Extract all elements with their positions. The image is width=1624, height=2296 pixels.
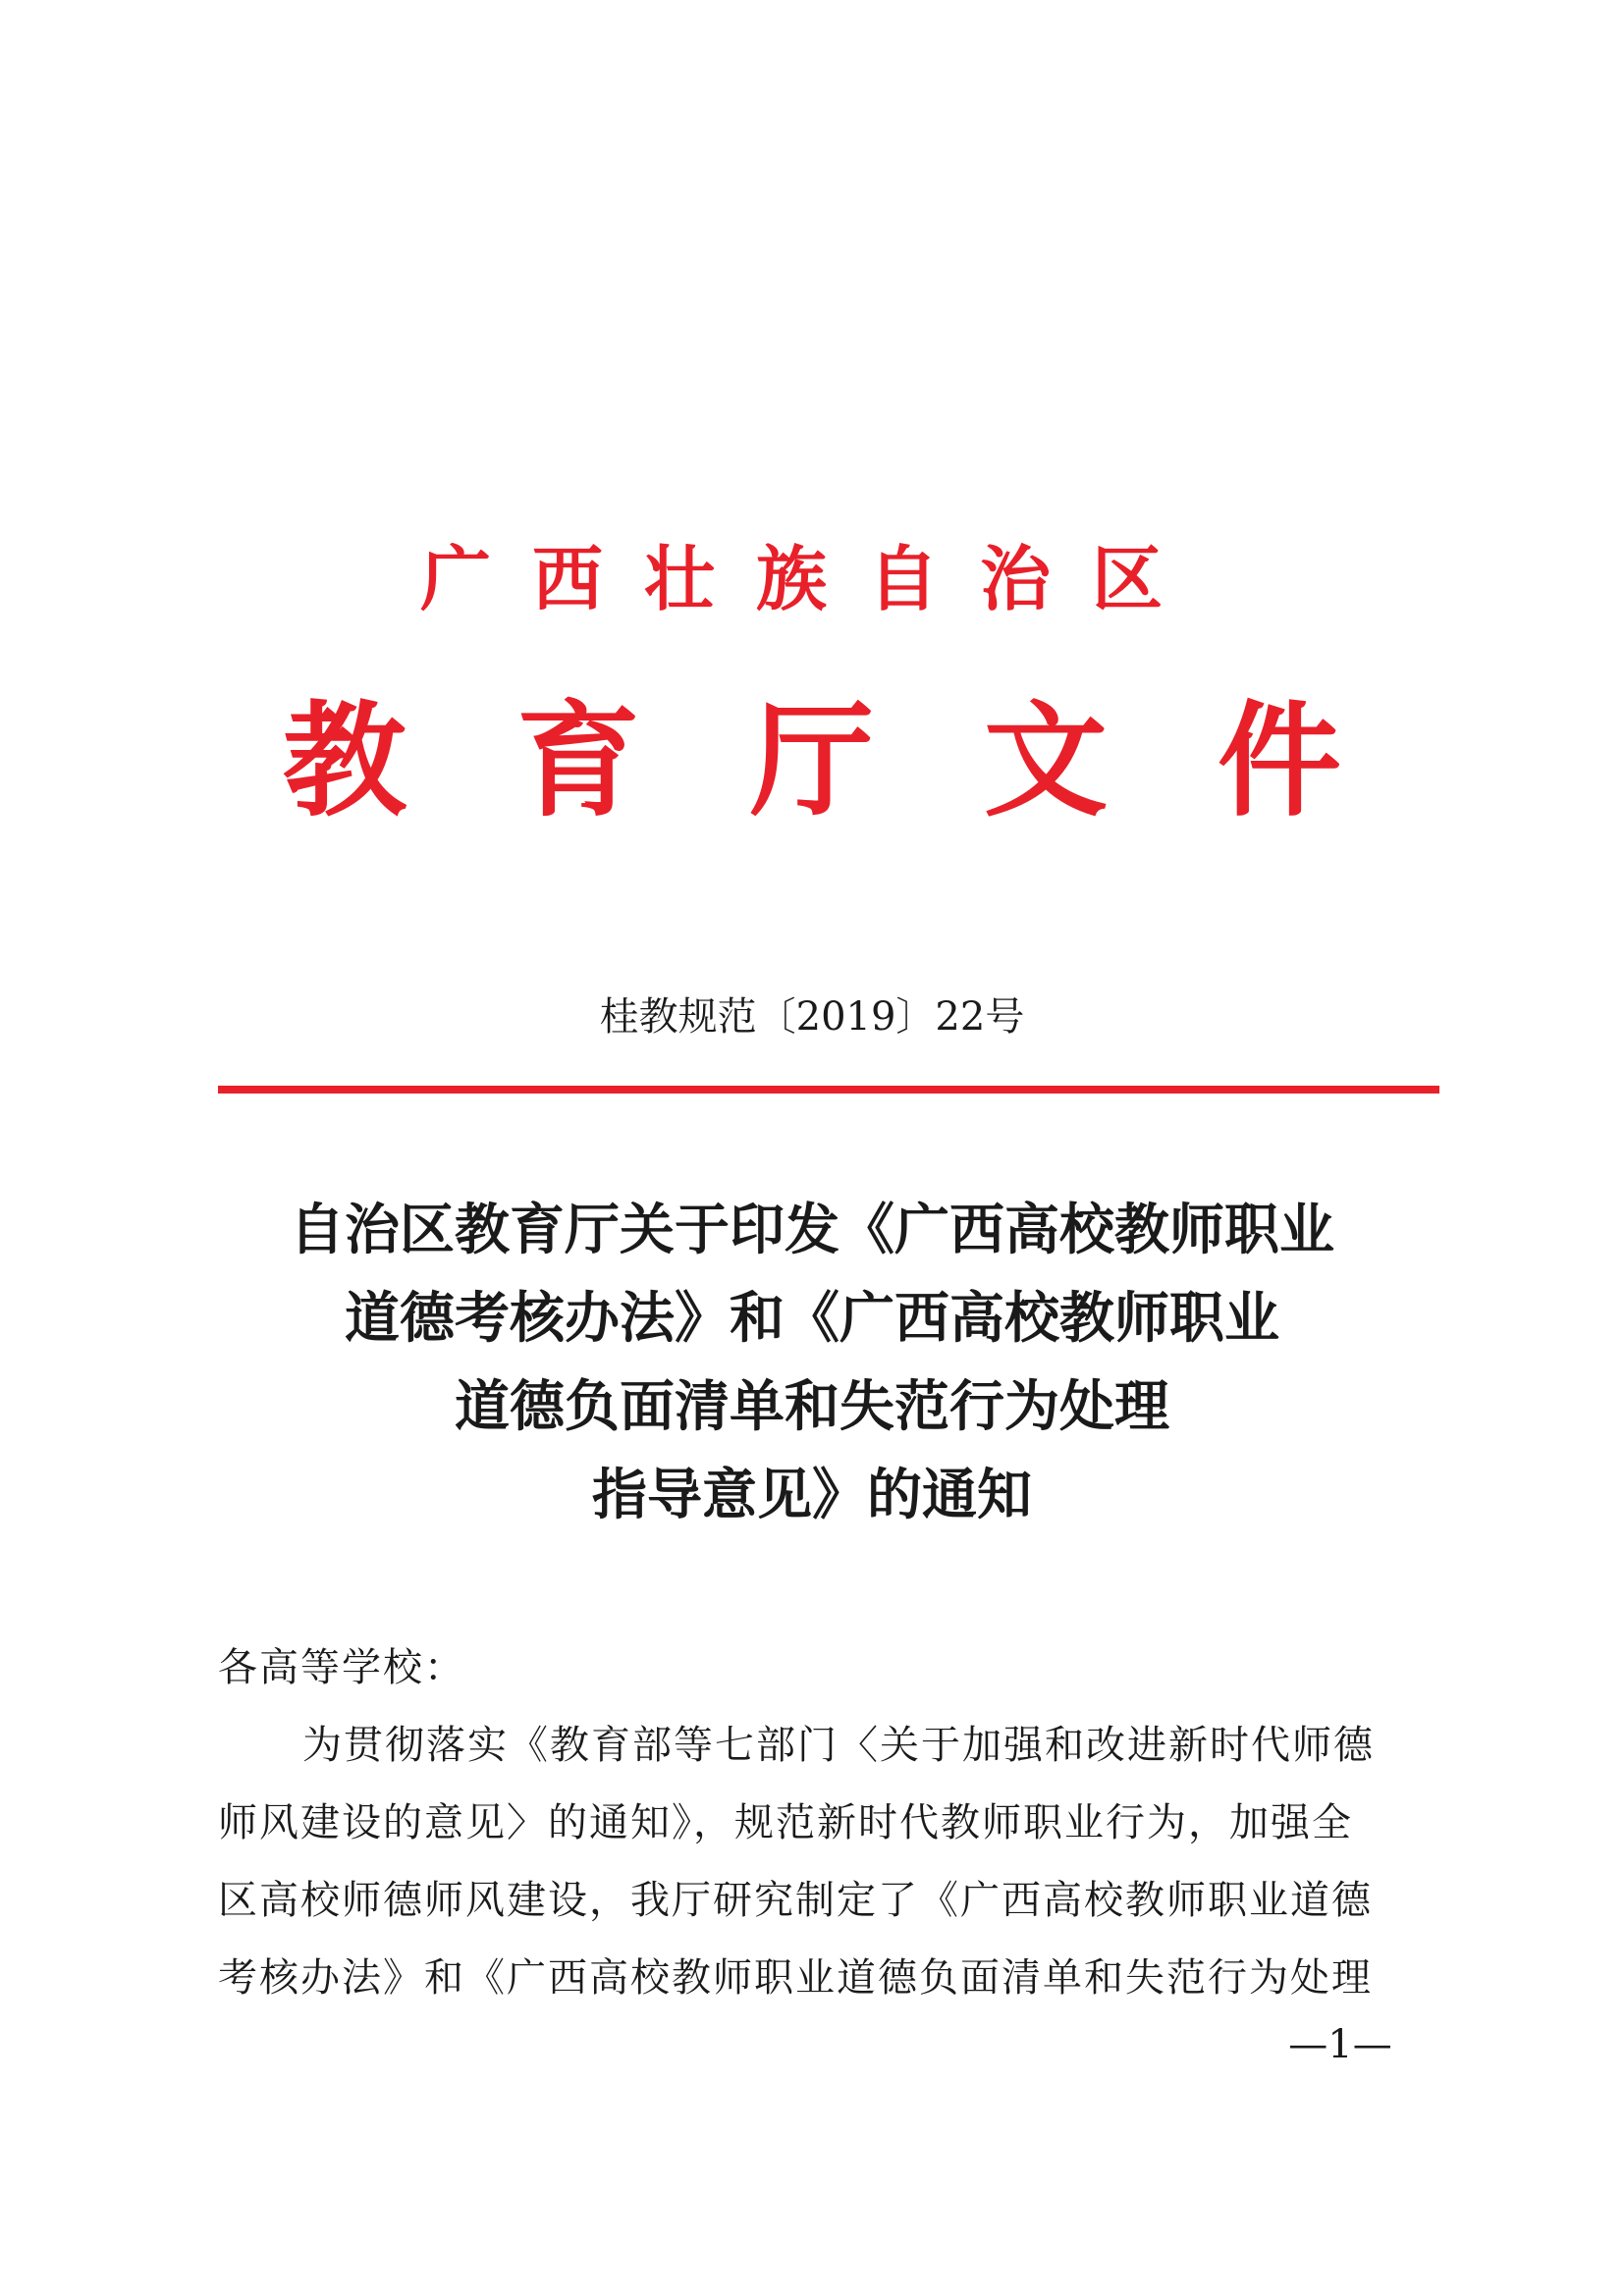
salutation: 各高等学校： [218,1645,465,1690]
document-title [0,1186,1624,1539]
title-line: 道德考核办法》和《广西高校教师职业 [345,1286,1279,1351]
body-line: 考核办法》和《广西高校教师职业道德负面清单和失范行为处理 [218,1955,1373,2001]
document-type-heading: 教育厅文件 [283,688,1451,833]
title-line: 指导意见》的通知 [592,1463,1032,1527]
issuer-name: 广西壮族自治区 [419,537,1204,620]
title-line: 道德负面清单和失范行为处理 [455,1374,1169,1439]
document-body [218,1629,1430,2017]
document-number: 桂教规范〔2019〕22号 [599,994,1025,1040]
body-line: 师风建设的意见〉的通知》，规范新时代教师职业行为，加强全 [218,1800,1353,1845]
red-separator-rule [218,1086,1439,1094]
body-line: 区高校师德师风建设，我厅研究制定了《广西高校教师职业道德 [218,1878,1373,1923]
page-number: —1— [1288,2022,1392,2067]
body-line: 为贯彻落实《教育部等七部门〈关于加强和改进新时代师德 [302,1723,1375,1768]
title-line: 自治区教育厅关于印发《广西高校教师职业 [290,1198,1334,1262]
